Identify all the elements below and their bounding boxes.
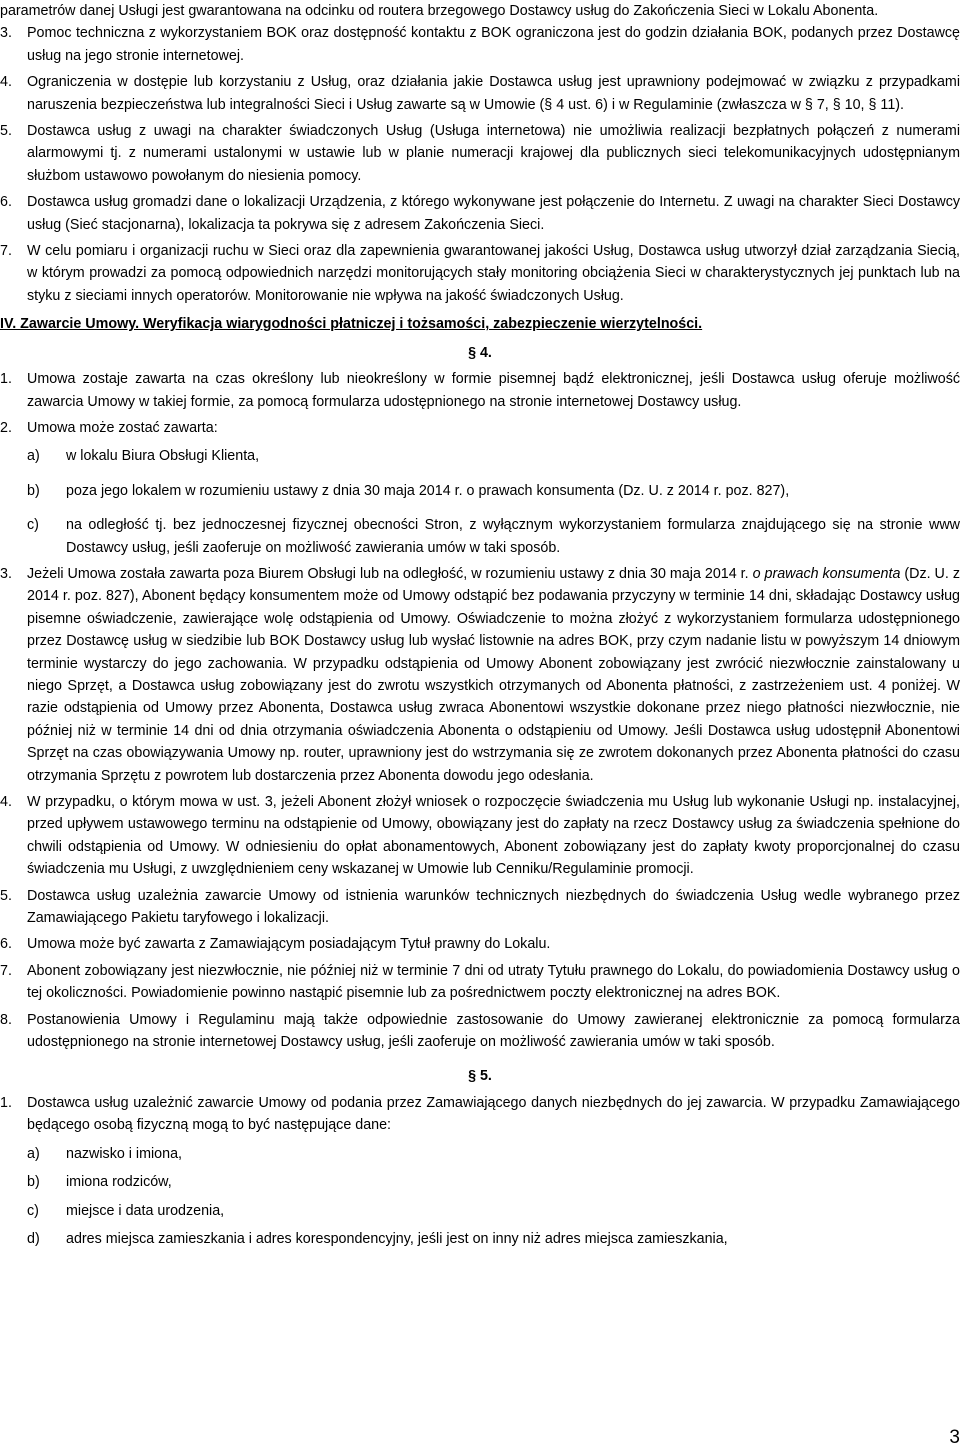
item-text: Dostawca usług gromadzi dane o lokalizacji Urządzenia, z którego wykonywane jest połączenie do Internetu. Z uwagi na charakter Sieci Dostawcy usług (Sieć stacjonarna), lokalizacja ta pokrywa się z adresem Zakończenia Sieci. (27, 194, 960, 233)
par4-item-2-letter-b (0, 480, 960, 502)
section3-item-5 (0, 120, 960, 187)
item-text: Dostawca usług uzależnić zawarcie Umowy od podania przez Zamawiającego danych niezbędnych do jej zawarcia. W przypadku Zamawiającego będącego osobą fizyczną mogą to być następujące dane: (27, 1094, 960, 1134)
section3-item-7 (0, 240, 960, 307)
paragraph-5-number: § 5. (468, 1068, 492, 1085)
par4-item-3 (0, 563, 960, 787)
item-text: Ograniczenia w dostępie lub korzystaniu z Usług, oraz działania jakie Dostawca usług jest uprawniony podejmować w związku z przypadkami naruszenia bezpieczeństwa lub integralności Sieci i Usług zawarte są w Umowie (§ 4 ust. 6) i w Regulaminie (zwłaszcza w § 7, § 10, § 11). (27, 74, 960, 113)
list-text: miejsce i data urodzenia, (66, 1202, 225, 1219)
item-number: 1. (0, 1094, 12, 1111)
item-text: Umowa zostaje zawarta na czas określony lub nieokreślony w formie pisemnej bądź elektronicznej, jeśli Dostawca usług oferuje możliwość zawarcia Umowy w takiej formie, za pomocą formularza udostępnionego na stronie internetowej Dostawcy usług. (27, 371, 960, 410)
item-number: 5. (0, 887, 12, 904)
page-number: 3 (949, 1427, 960, 1448)
par4-item-5 (0, 885, 960, 930)
item-number: 8. (0, 1011, 12, 1028)
item-text: Dostawca usług uzależnia zawarcie Umowy od istnienia warunków technicznych niezbędnych do świadczenia Usług wedle wybranego przez Zamawiającego Pakietu taryfowego i lokalizacji. (27, 887, 960, 927)
item-text: Umowa może zostać zawarta: (27, 419, 218, 436)
item-number: 5. (0, 123, 12, 140)
item-number: 4. (0, 74, 12, 91)
item-number: 3. (0, 25, 12, 42)
list-letter: a) (27, 448, 40, 465)
item-text-b: (Dz. U. z 2014 r. poz. 827), Abonent będący konsumentem może od Umowy odstąpić bez podawania przyczyny w terminie 14 dni, składając Dostawcy usług pisemne oświadczenie, zawierające wolę odstąpienia od Umowy. Oświadczenie to można złożyć z wykorzystaniem formularza udostępnionego przez Dostawcę usług w siedzibie lub BOK Dostawcy usług lub wysłać listownie na adres BOK, przy czym nadanie listu w powyższym 14 dniowym terminie wystarczy do jego zachowania. W przypadku odstąpienia od Umowy Abonent zobowiązany jest zwrócić niezwłocznie zainstalowany u niego Sprzęt, a Dostawca usług zobowiązany jest do zwrotu wszystkich otrzymanych od Abonenta płatności, z zastrzeżeniem ust. 4 poniżej. W razie odstąpienia od Umowy przez Abonenta, Dostawca usług zwraca Abonentowi wszystkie dokonane przez niego płatności niezwłocznie, nie później niż w terminie 14 dni od dnia otrzymania oświadczenia Abonenta o odstąpieniu od Umowy. Jeśli Dostawca usług udostępnił Abonentowi Sprzęt na czas obowiązywania Umowy np. router, uprawniony jest do wstrzymania się ze zwrotem dokonanych przez Abonenta płatności do czasu otrzymania Sprzętu z powrotem lub dostarczenia przez Abonenta dowodu jego odesłania. (27, 565, 960, 784)
item-text: Pomoc techniczna z wykorzystaniem BOK oraz dostępność kontaktu z BOK ograniczona jest do godzin działania BOK, podanych przez Dostawcę usług na jego stronie internetowej. (27, 25, 960, 64)
par5-item-1-letter-d (0, 1228, 960, 1250)
list-text: imiona rodziców, (66, 1174, 172, 1191)
list-text: na odległość tj. bez jednoczesnej fizycznej obecności Stron, z wyłącznym wykorzystaniem formularza znajdującego się na stronie www Dostawcy usług, jeśli zaoferuje on możliwość zawierania umów w taki sposób. (66, 517, 960, 556)
item-number: 2. (0, 419, 12, 436)
item-text: Postanowienia Umowy i Regulaminu mają także odpowiednie zastosowanie do Umowy zawieranej elektronicznie za pomocą formularza udostępnionego na stronie internetowej Dostawcy usług, jeśli zaoferuje on możliwość zawierania umów w taki sposób. (27, 1011, 960, 1051)
par4-item-6 (0, 933, 960, 955)
item-text: Abonent zobowiązany jest niezwłocznie, nie później niż w terminie 7 dni od utraty Tytułu prawnego do Lokalu, do powiadomienia Dostawcy usług o tej okoliczności. Powiadomienie powinno nastąpić pisemnie lub za pośrednictwem poczty elektronicznej na adres BOK. (27, 962, 960, 1002)
par4-item-2 (0, 417, 960, 439)
item-number: 3. (0, 565, 12, 582)
section3-item-3 (0, 22, 960, 67)
list-letter: a) (27, 1145, 40, 1162)
par4-item-2-letter-a (0, 445, 960, 467)
par5-item-1 (0, 1092, 960, 1137)
list-letter: c) (27, 1202, 39, 1219)
item-number: 6. (0, 936, 12, 953)
par5-item-1-letter-b (0, 1171, 960, 1193)
item-text: W celu pomiaru i organizacji ruchu w Sieci oraz dla zapewnienia gwarantowanej jakości Usług, Dostawca usług utworzył dział zarządzania Siecią, w którym prowadzi za pomocą odpowiednich narzędzi monitorujących stały monitoring obciążenia Sieci w charakterystycznych jej punktach lub na styku z sieciami innych operatorów. Monitorowanie nie wpływa na jakość świadczonych Usług. (27, 243, 960, 304)
list-text: adres miejsca zamieszkania i adres korespondencyjny, jeśli jest on inny niż adres miejsca zamieszkania, (66, 1230, 728, 1247)
list-letter: b) (27, 482, 40, 499)
item-number: 6. (0, 194, 12, 211)
par4-item-7 (0, 960, 960, 1005)
par4-item-1 (0, 368, 960, 413)
list-text: nazwisko i imiona, (66, 1145, 183, 1162)
item-text-a: Jeżeli Umowa została zawarta poza Biurem Obsługi lub na odległość, w rozumieniu ustawy z dnia 30 maja 2014 r. (27, 565, 753, 582)
section3-item-6 (0, 191, 960, 236)
list-letter: c) (27, 517, 39, 534)
section-iv-heading: IV. Zawarcie Umowy. Weryfikacja wiarygodności płatniczej i tożsamości, zabezpieczenie wierzytelności. (0, 316, 703, 333)
list-letter: b) (27, 1174, 40, 1191)
list-text: w lokalu Biura Obsługi Klienta, (66, 448, 260, 465)
section3-item-4 (0, 71, 960, 116)
item-text: Dostawca usług z uwagi na charakter świadczonych Usług (Usługa internetowa) nie umożliwia realizacji bezpłatnych połączeń z numerami alarmowymi tj. z numerami ustalonymi w ustawie lub w planie numeracji krajowej dla publicznych sieci telekomunikacyjnych udostępnianym służbom ustawowo powołanym do niesienia pomocy. (27, 123, 960, 184)
item-number: 4. (0, 794, 12, 810)
item-text: Umowa może być zawarta z Zamawiającym posiadającym Tytuł prawny do Lokalu. (27, 936, 551, 953)
par5-item-1-letter-a (0, 1143, 960, 1165)
item-text: W przypadku, o którym mowa w ust. 3, jeżeli Abonent złożył wniosek o rozpoczęcie świadczenia mu Usług lub wykonanie Usługi np. instalacyjnej, przed upływem ustawowego terminu na odstąpienie od Umowy, obowiązany jest do zapłaty na rzecz Dostawcy usług za świadczenia spełnione do chwili odstąpienia od Umowy. W odniesieniu do opłat abonamentowych, Abonent zobowiązany jest do zapłaty kwoty proporcjonalnej do czasu świadczenia mu Usługi, z uwzględnieniem ceny wskazanej w Umowie lub Cenniku/Regulaminie promocji. (27, 794, 960, 878)
par5-item-1-letter-c (0, 1200, 960, 1222)
item-number: 7. (0, 243, 12, 260)
par4-item-4 (0, 791, 960, 881)
item-number: 7. (0, 962, 12, 979)
intro-paragraph: parametrów danej Usługi jest gwarantowana na odcinku od routera brzegowego Dostawcy usług do Zakończenia Sieci w Lokalu Abonenta. (0, 3, 879, 19)
item-number: 1. (0, 371, 12, 388)
item-text-italic: o prawach konsumenta (752, 565, 901, 582)
par4-item-8 (0, 1009, 960, 1054)
list-letter: d) (27, 1230, 40, 1247)
paragraph-4-number: § 4. (468, 344, 492, 361)
list-text: poza jego lokalem w rozumieniu ustawy z dnia 30 maja 2014 r. o prawach konsumenta (Dz. U. z 2014 r. poz. 827), (66, 482, 790, 499)
par4-item-2-letter-c (0, 514, 960, 559)
